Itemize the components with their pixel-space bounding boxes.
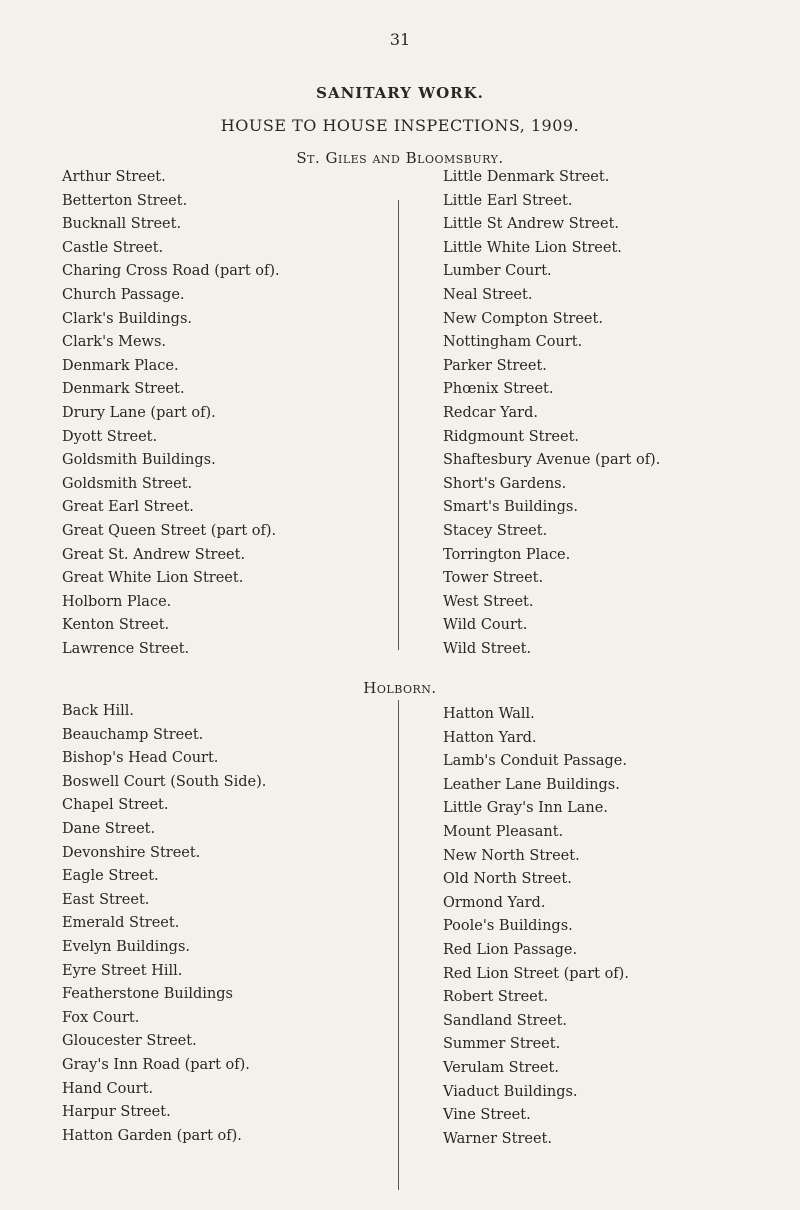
- street-entry: Back Hill.: [62, 703, 134, 719]
- street-entry: Sandland Street.: [443, 1012, 568, 1029]
- street-entry: Charing Cross Road (part of).: [62, 263, 280, 280]
- street-entry: Redcar Yard.: [443, 404, 539, 421]
- section-heading-holborn: Holborn.: [363, 679, 437, 697]
- street-entry: Little White Lion Street.: [443, 239, 622, 256]
- street-entry: Drury Lane (part of).: [62, 404, 216, 421]
- street-list-right: [443, 703, 629, 1151]
- street-list-left: [62, 166, 280, 661]
- column-divider: [398, 700, 399, 1190]
- street-entry: Boswell Court (South Side).: [62, 773, 267, 790]
- street-entry: Fox Court.: [62, 1009, 140, 1026]
- street-entry: Phœnix Street.: [443, 381, 554, 398]
- street-entry: Gray's Inn Road (part of).: [62, 1056, 250, 1073]
- street-entry: Lumber Court.: [443, 263, 552, 280]
- street-entry: Eyre Street Hill.: [62, 962, 183, 979]
- page-number: 31: [389, 30, 411, 49]
- street-entry: Evelyn Buildings.: [62, 938, 190, 955]
- street-entry: Hatton Wall.: [443, 706, 535, 722]
- street-entry: Poole's Buildings.: [443, 918, 573, 935]
- street-entry: Stacey Street.: [443, 522, 548, 539]
- street-entry: Little Earl Street.: [443, 192, 573, 209]
- street-entry: Nottingham Court.: [443, 334, 583, 351]
- street-entry: Old North Street.: [443, 871, 572, 888]
- street-entry: Summer Street.: [443, 1036, 561, 1053]
- street-entry: Neal Street.: [443, 286, 533, 303]
- section-heading-st-giles-bloomsbury: St. Giles and Bloomsbury.: [296, 149, 504, 167]
- street-entry: Eagle Street.: [62, 868, 159, 885]
- street-entry: Little St Andrew Street.: [443, 216, 620, 233]
- street-entry: Ridgmount Street.: [443, 428, 580, 445]
- street-entry: Denmark Place.: [62, 357, 179, 374]
- street-entry: Goldsmith Street.: [62, 475, 193, 492]
- street-entry: Gloucester Street.: [62, 1033, 197, 1050]
- street-entry: Vine Street.: [443, 1107, 531, 1124]
- street-entry: Great St. Andrew Street.: [62, 546, 246, 563]
- street-entry: West Street.: [443, 593, 534, 610]
- street-entry: Viaduct Buildings.: [443, 1083, 578, 1100]
- page-title: SANITARY WORK.: [316, 84, 484, 102]
- street-entry: Bucknall Street.: [62, 216, 182, 233]
- street-entry: Great White Lion Street.: [62, 570, 244, 587]
- street-entry: Arthur Street.: [62, 169, 166, 185]
- column-divider: [398, 200, 399, 650]
- street-entry: Featherstone Buildings: [62, 986, 233, 1003]
- street-entry: Red Lion Street (part of).: [443, 965, 629, 982]
- street-entry: Great Earl Street.: [62, 499, 194, 516]
- street-entry: Parker Street.: [443, 357, 547, 374]
- street-entry: Castle Street.: [62, 239, 164, 256]
- street-entry: Hand Court.: [62, 1080, 154, 1097]
- street-entry: Hatton Garden (part of).: [62, 1127, 242, 1144]
- street-entry: New North Street.: [443, 847, 580, 864]
- street-entry: Devonshire Street.: [62, 844, 201, 861]
- street-entry: Ormond Yard.: [443, 894, 546, 911]
- street-entry: Shaftesbury Avenue (part of).: [443, 452, 661, 469]
- street-entry: Red Lion Passage.: [443, 941, 578, 958]
- street-entry: Denmark Street.: [62, 381, 185, 398]
- street-entry: Dane Street.: [62, 820, 156, 837]
- street-entry: Dyott Street.: [62, 428, 158, 445]
- street-entry: Beauchamp Street.: [62, 726, 204, 743]
- street-entry: Mount Pleasant.: [443, 823, 564, 840]
- street-entry: Torrington Place.: [443, 546, 571, 563]
- street-entry: Leather Lane Buildings.: [443, 776, 620, 793]
- street-entry: Clark's Buildings.: [62, 310, 192, 327]
- street-entry: Holborn Place.: [62, 593, 172, 610]
- street-entry: Clark's Mews.: [62, 334, 167, 351]
- street-entry: Harpur Street.: [62, 1104, 171, 1121]
- street-entry: Short's Gardens.: [443, 475, 567, 492]
- street-entry: Tower Street.: [443, 570, 544, 587]
- street-entry: Smart's Buildings.: [443, 499, 578, 516]
- street-entry: Chapel Street.: [62, 797, 169, 814]
- street-entry: Little Gray's Inn Lane.: [443, 800, 608, 817]
- street-entry: Emerald Street.: [62, 915, 180, 932]
- street-list-left: [62, 700, 266, 1148]
- street-entry: East Street.: [62, 891, 150, 908]
- street-entry: Church Passage.: [62, 286, 185, 303]
- street-entry: Betterton Street.: [62, 192, 188, 209]
- street-entry: Wild Court.: [443, 617, 528, 634]
- street-entry: Bishop's Head Court.: [62, 750, 219, 767]
- street-entry: Little Denmark Street.: [443, 169, 610, 185]
- street-entry: Wild Street.: [443, 640, 532, 657]
- street-entry: Lawrence Street.: [62, 640, 190, 657]
- street-entry: Verulam Street.: [443, 1059, 559, 1076]
- street-entry: Kenton Street.: [62, 617, 170, 634]
- street-entry: Goldsmith Buildings.: [62, 452, 216, 469]
- street-entry: Warner Street.: [443, 1130, 552, 1147]
- street-entry: Hatton Yard.: [443, 729, 537, 746]
- street-entry: Robert Street.: [443, 989, 549, 1006]
- page-subtitle: HOUSE TO HOUSE INSPECTIONS, 1909.: [220, 116, 580, 135]
- street-entry: Lamb's Conduit Passage.: [443, 753, 627, 770]
- street-entry: New Compton Street.: [443, 310, 603, 327]
- street-entry: Great Queen Street (part of).: [62, 522, 277, 539]
- street-list-right: [443, 166, 660, 661]
